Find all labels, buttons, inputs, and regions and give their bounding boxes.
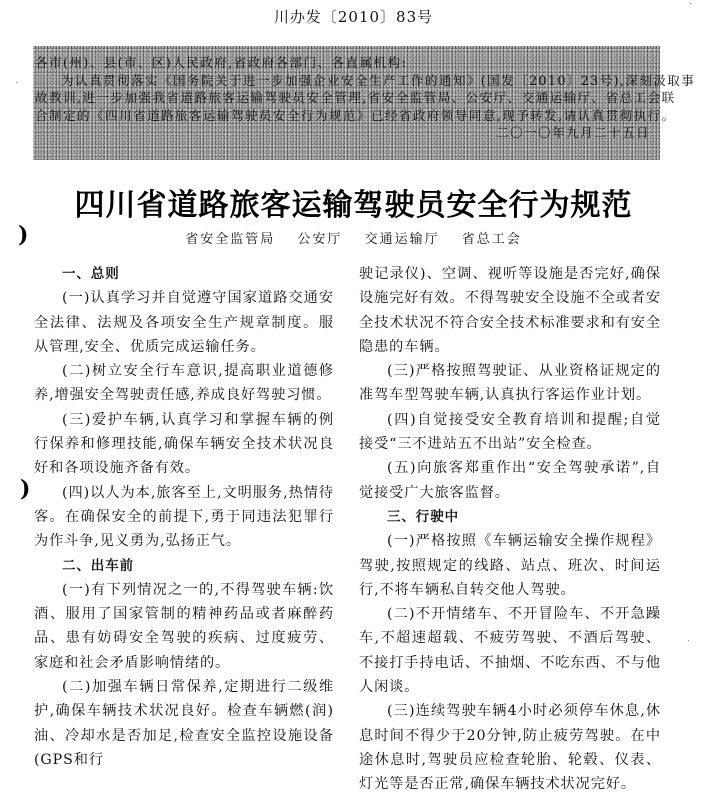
clause-paragraph: (四)以人为本,旅客至上,文明服务,热情待客。在确保安全的前提下,勇于同违法犯罪行为作斗争,见义勇为,弘扬正气。 — [34, 484, 334, 550]
scan-speck — [16, 82, 17, 83]
clause-paragraph: 驶记录仪)、空调、视听等设施是否完好,确保设施完好有效。不得驾驶安全设施不全或者安全技术状况不符合安全技术标准要求和有安全隐患的车辆。 — [359, 266, 661, 355]
issuing-agencies — [0, 228, 707, 247]
clause-paragraph: (一)认真学习并自觉遵守国家道路交通安全法律、法规及各项安全生产规章制度。服从管理,安全、优质完成运输任务。 — [34, 290, 334, 355]
clause-paragraph: (三)爱护车辆,认真学习和掌握车辆的例行保养和修理技能,确保车辆安全技术状况良好和各项设施齐备有效。 — [34, 411, 334, 477]
right-column — [359, 262, 661, 797]
document-title: 四川省道路旅客运输驾驶员安全行为规范 — [74, 188, 633, 223]
notice-line: 故教训,进一步加强我省道路旅客运输驾驶员安全管理,省安全监管局、公安厅、交通运输厅、省总工会联 — [35, 90, 676, 105]
clause-paragraph: (一)有下列情况之一的,不得驾驶车辆:饮酒、服用了国家管制的精神药品或者麻醉药品、患有妨碍安全驾驶的疾病、过度疲劳、家庭和社会矛盾影响情绪的。 — [34, 581, 334, 671]
notice-addressee: 各市(州)、县(市、区)人民政府,省政府各部门、各直属机构: — [35, 55, 408, 70]
clause-paragraph: (五)向旅客郑重作出“安全驾驶承诺”,自觉接受广大旅客监督。 — [359, 460, 661, 501]
clause-paragraph: (二)加强车辆日常保养,定期进行二级维护,确保车辆技术状况良好。检查车辆燃(润)油、冷却水是否加足,检查安全监控设施设备(GPS和行 — [34, 679, 334, 768]
forwarding-notice — [33, 46, 696, 160]
scan-speck — [688, 640, 689, 641]
clause-paragraph: (三)严格按照驾驶证、从业资格证规定的准驾车型驾驶车辆,认真执行客运作业计划。 — [359, 363, 661, 404]
clause-paragraph: (二)树立安全行车意识,提高职业道德修养,增强安全驾驶责任感,养成良好驾驶习惯。 — [34, 363, 334, 404]
notice-line: 合制定的《四川省道路旅客运输驾驶员安全行为规范》已经省政府领导同意,现予转发,请认真贯彻执行。 — [35, 107, 676, 123]
clause-paragraph: (三)连续驾驶车辆4小时必须停车休息,休息时间不得少于20分钟,防止疲劳驾驶。在中途休息时,驾驶员应检查轮胎、轮毂、仪表、灯光等是否正常,确保车辆技术状况完好。 — [359, 703, 661, 793]
document-number: 川办发〔2010〕83号 — [273, 8, 434, 26]
clause-paragraph: (二)不开情绪车、不开冒险车、不开急躁车,不超速超载、不疲劳驾驶、不酒后驾驶、不接打手持电话、不抽烟、不吃东西、不与他人闲谈。 — [359, 606, 661, 696]
left-column — [34, 262, 334, 772]
binding-hole-mark-icon: ) — [20, 476, 31, 502]
issuer: 交通运输厅 — [364, 232, 440, 247]
notice-line: 为认真贯彻落实《国务院关于进一步加强企业安全生产工作的通知》(国发〔2010〕23号),深刻汲取事 — [61, 72, 696, 88]
binding-hole-mark-icon: ) — [18, 222, 29, 248]
section-heading: 二、出车前 — [62, 557, 134, 574]
section-heading: 一、总则 — [62, 266, 120, 282]
section-heading: 三、行驶中 — [387, 508, 459, 525]
clause-paragraph: (一)严格按照《车辆运输安全操作规程》驾驶,按照规定的线路、站点、班次、时间运行,不将车辆私自转交他人驾驶。 — [359, 533, 661, 598]
issuer: 省安全监管局 — [185, 232, 276, 247]
scan-speck — [690, 3, 691, 4]
issuer: 公安厅 — [297, 232, 343, 247]
issuer: 省总工会 — [461, 232, 522, 247]
notice-date: 二〇一〇年九月二十五日 — [496, 125, 650, 140]
clause-paragraph: (四)自觉接受安全教育培训和提醒;自觉接受“三不进站五不出站”安全检查。 — [359, 411, 661, 453]
